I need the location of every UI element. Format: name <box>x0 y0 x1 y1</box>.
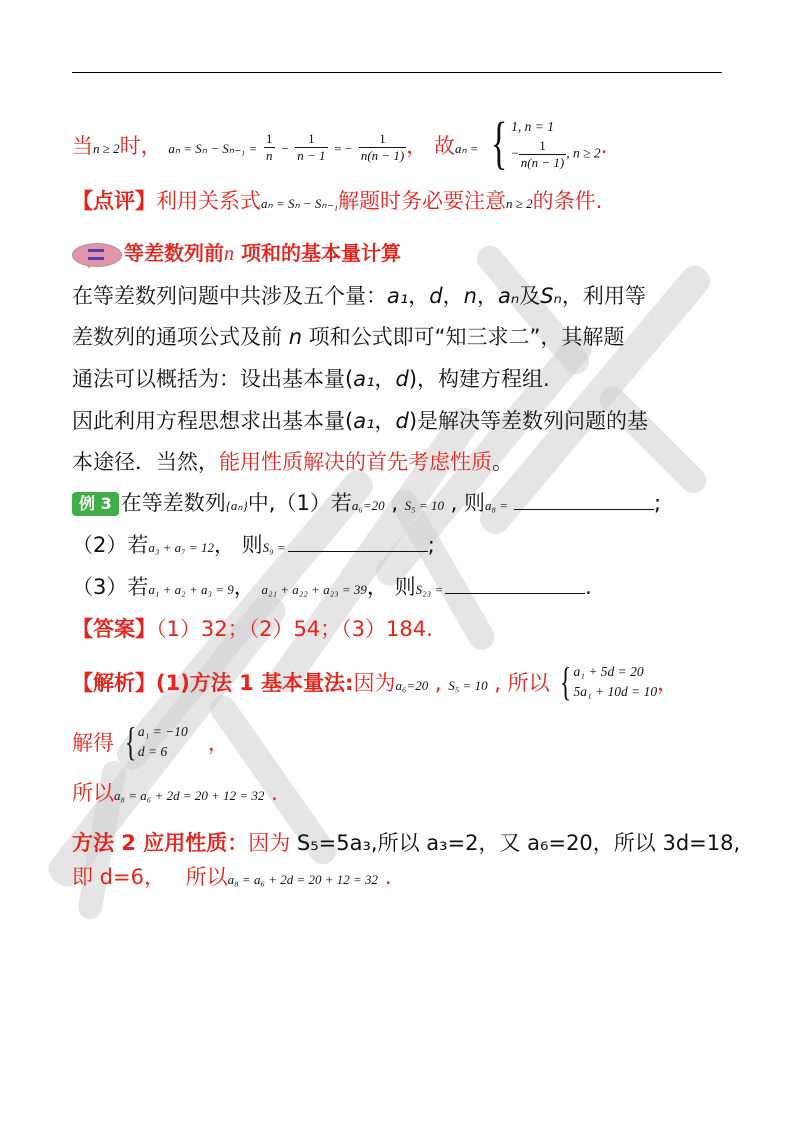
text: ，利用等 <box>561 284 646 308</box>
text: 及 <box>519 284 541 308</box>
paragraph-line-4 <box>72 406 648 436</box>
text: 解题时务必要注意 <box>337 189 506 213</box>
fraction <box>264 131 275 164</box>
text: （3）若 <box>72 575 149 599</box>
section-heading <box>72 238 401 269</box>
text: ， <box>657 671 679 695</box>
text: S₅=5a₃,所以 a₃=2，又 a₆=20，所以 3d=18, <box>296 831 741 855</box>
example-question-3 <box>72 572 592 605</box>
condition: n ≥ 2 <box>93 141 120 156</box>
equation-system <box>121 719 188 764</box>
operator: − <box>511 145 519 161</box>
paragraph-line-1 <box>72 281 646 311</box>
formula: a₃ + a₇ = 12 <box>148 540 214 555</box>
formula: a₆=20 <box>351 498 385 513</box>
text: 利用关系式 <box>156 189 261 213</box>
formula: a₁ + a₂ + a₃ = 9 <box>148 582 234 597</box>
formula: S₅ = 10 <box>404 498 444 513</box>
formula: aₙ = Sₙ − Sₙ₋₁ <box>261 196 338 211</box>
formula: aₙ = Sₙ − Sₙ₋₁ = <box>168 141 258 156</box>
equation: a₁ = −10 <box>137 724 188 739</box>
analysis-label: 【解析】 <box>72 671 156 695</box>
section-title: 等差数列前 <box>124 241 224 265</box>
section-title: 项和的基本量计算 <box>234 241 401 265</box>
formula: a₈ = a₆ + 2d = 20 + 12 = 32 <box>227 872 379 887</box>
text: . <box>600 134 608 158</box>
section-title-n: n <box>224 243 234 265</box>
fraction <box>519 138 566 171</box>
text: 所以 <box>185 865 228 889</box>
comment-label: 【点评】 <box>72 189 156 213</box>
equation: 5a₁ + 10d = 10 <box>573 684 658 699</box>
variable: n <box>288 325 302 349</box>
text: 通法可以概括为：设出基本量( <box>72 367 354 391</box>
text: ， <box>207 731 229 755</box>
text: ， <box>408 284 430 308</box>
variable: a₁ <box>353 409 375 433</box>
answer-text: （1）32；（2）54；（3）184. <box>156 617 433 641</box>
variable: n <box>463 284 477 308</box>
denominator: n <box>266 147 273 163</box>
text: , <box>384 491 405 515</box>
numerator: 1 <box>379 130 386 146</box>
paragraph-line-3 <box>72 364 550 394</box>
text: 故 <box>433 134 455 158</box>
denominator: n − 1 <box>297 147 326 163</box>
numerator: 1 <box>308 130 315 146</box>
variable: Sₙ <box>540 284 562 308</box>
formula: S₂₃ = <box>415 582 444 597</box>
variable: aₙ <box>497 284 520 308</box>
numerator: 1 <box>266 130 273 146</box>
denominator: n(n − 1) <box>520 154 565 170</box>
brace-icon: { <box>560 659 572 704</box>
formula: S₉ = <box>262 540 286 555</box>
text: 解得 <box>72 731 114 755</box>
equation: a₁ + 5d = 20 <box>573 664 644 679</box>
formula: {aₙ} <box>225 498 248 513</box>
formula: a₈ = <box>485 498 509 513</box>
text: 时， <box>119 134 162 158</box>
text: 差数列的通项公式及前 <box>72 325 289 349</box>
text: 项和公式即可“知三求二”，其解题 <box>302 325 625 349</box>
case-1: 1, n = 1 <box>511 118 555 134</box>
formula: S₅ = 10 <box>448 678 488 693</box>
method-label: (1)方法 1 基本量法: <box>156 671 354 695</box>
text: ， <box>476 284 498 308</box>
header-rule <box>72 72 722 73</box>
fraction <box>359 131 406 164</box>
denominator: n(n − 1) <box>360 147 405 163</box>
formula: a₈ = a₆ + 2d = 20 + 12 = 32 <box>114 788 265 803</box>
brace-icon: { <box>490 110 508 175</box>
text: , 则 <box>443 491 485 515</box>
variable: a₁ <box>353 367 375 391</box>
text: . <box>384 865 392 889</box>
text: 即 d=6， <box>72 865 165 889</box>
equation: d = 6 <box>137 744 168 759</box>
case-2 <box>511 138 600 171</box>
formula: a₆=20 <box>395 678 429 693</box>
formula: a₂₁ + a₂₂ + a₂₃ = 39 <box>261 582 367 597</box>
text: （2）若 <box>72 533 149 557</box>
text: 所以 <box>72 781 114 805</box>
text: 因为 <box>248 831 297 855</box>
text: )，构建方程组. <box>408 367 550 391</box>
result-line-1 <box>72 778 278 811</box>
example-question-2 <box>72 530 435 563</box>
answer-blank-2[interactable] <box>288 533 428 552</box>
text: ; <box>654 491 662 515</box>
formula: aₙ = <box>454 141 479 156</box>
text: ， <box>374 367 396 391</box>
variable: d <box>395 367 409 391</box>
piecewise <box>485 110 601 175</box>
condition: n ≥ 2 <box>505 196 533 211</box>
text: 在等差数列问题中共涉及五个量： <box>72 284 387 308</box>
method-label: 方法 2 应用性质： <box>72 831 249 855</box>
text: )是解决等差数列问题的基 <box>408 409 649 433</box>
equation-system <box>556 659 658 704</box>
text: 的条件. <box>532 189 603 213</box>
variable: d <box>429 284 443 308</box>
paragraph-line-5 <box>72 447 513 477</box>
answer-blank-3[interactable] <box>445 575 585 594</box>
answer-line <box>72 614 433 644</box>
text: 当 <box>72 134 93 158</box>
paragraph-line-2 <box>72 322 624 352</box>
text: . <box>271 781 278 805</box>
text: 因为 <box>353 671 396 695</box>
example-tag: 例 3 <box>72 492 119 516</box>
text: ; <box>427 533 435 557</box>
operator: − <box>281 141 289 156</box>
variable: d <box>395 409 409 433</box>
brace-icon: { <box>124 719 137 764</box>
answer-label: 【答案】 <box>72 617 156 641</box>
text: 因此利用方程思想求出基本量( <box>72 409 354 433</box>
analysis-method-2 <box>72 828 740 858</box>
comment-line <box>72 186 602 219</box>
text: ， <box>442 284 464 308</box>
text: ， 则 <box>213 533 263 557</box>
text: . <box>585 575 592 599</box>
text: ， <box>233 575 262 599</box>
operator: = − <box>334 141 353 156</box>
text: 在等差数列 <box>120 491 226 515</box>
answer-blank-1[interactable] <box>514 491 654 510</box>
text: ， 则 <box>366 575 416 599</box>
example-question-1 <box>72 488 661 521</box>
numerator: 1 <box>539 137 546 153</box>
solve-line <box>72 719 229 764</box>
highlighted-text: 能用性质解决的首先考虑性质 <box>219 450 492 474</box>
speech-bubble-two-icon <box>72 243 120 267</box>
condition: , n ≥ 2 <box>566 145 601 161</box>
text: 中,（1）若 <box>247 491 352 515</box>
result-line-2 <box>72 862 391 895</box>
text: , 所以 <box>487 671 550 695</box>
text: 。 <box>492 450 513 474</box>
derivation-line <box>72 110 608 176</box>
text: 本途径．当然， <box>72 450 219 474</box>
analysis-method-1 <box>72 659 679 704</box>
text: , <box>428 671 449 695</box>
variable: a₁ <box>387 284 409 308</box>
text: ， <box>374 409 396 433</box>
text: ， <box>406 134 428 158</box>
fraction <box>295 131 327 164</box>
